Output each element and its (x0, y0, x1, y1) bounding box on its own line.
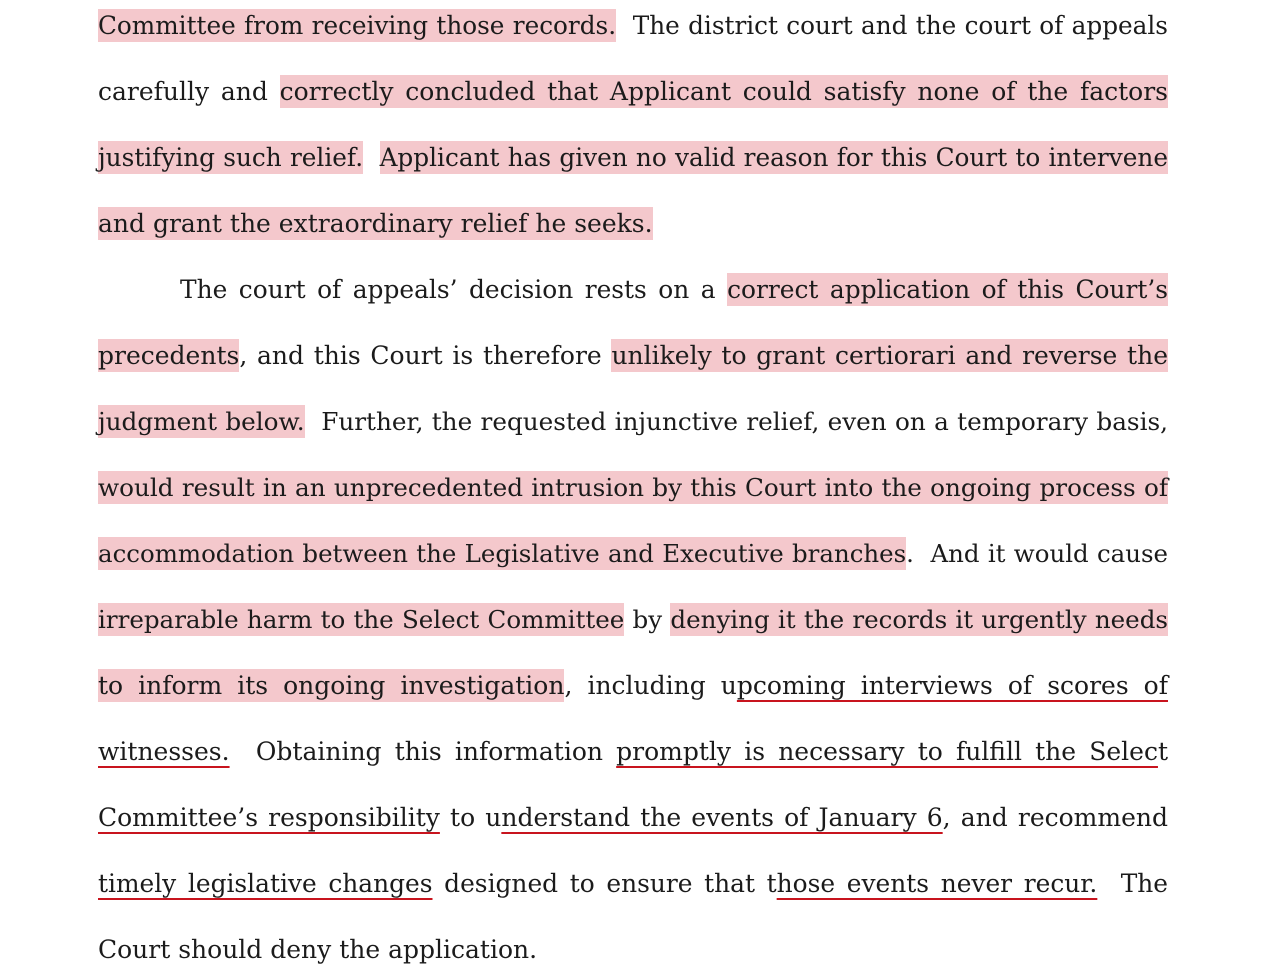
text-line-9 (98, 534, 1168, 574)
text-line-12 (98, 732, 1168, 772)
plain-text: , and recommend (942, 803, 1168, 832)
text-line-15 (98, 930, 1168, 970)
underlined-text: promptly is necessary to fulfill the Selec (616, 737, 1158, 766)
plain-text: Court should deny the application. (98, 935, 538, 964)
plain-text: The district court and the court of appeals (616, 11, 1168, 40)
highlighted-text: accommodation between the Legislative and Executive branches (98, 539, 907, 568)
underlined-text: witnesses. (98, 737, 230, 766)
text-line-14 (98, 864, 1168, 904)
plain-text (363, 143, 380, 172)
highlighted-text: denying it the records it urgently needs (670, 605, 1169, 634)
highlighted-text: and grant the extraordinary relief he seeks. (98, 209, 653, 238)
highlighted-text: judgment below. (98, 407, 305, 436)
highlighted-text: to inform its ongoing investigation (98, 671, 565, 700)
highlighted-text: irreparable harm to the Select Committee (98, 605, 625, 634)
highlighted-text: Applicant has given no valid reason for this Court to intervene (379, 143, 1168, 172)
highlighted-text: correctly concluded that Applicant could satisfy none of the factors (279, 77, 1168, 106)
plain-text: , including u (564, 671, 737, 700)
text-line-4 (98, 204, 1168, 244)
text-line-1 (98, 6, 1168, 46)
highlighted-text: correct application of this Court’s (727, 275, 1168, 304)
text-line-6 (98, 336, 1168, 376)
text-line-7 (98, 402, 1168, 442)
underlined-text: hose events never recur. (776, 869, 1098, 898)
text-line-13 (98, 798, 1168, 838)
highlighted-text: would result in an unprecedented intrusion by this Court into the ongoing process of (98, 473, 1168, 502)
plain-text: carefully and (98, 77, 280, 106)
plain-text: Obtaining this information (229, 737, 617, 766)
text-line-5 (98, 270, 1168, 310)
plain-text: t (1157, 737, 1168, 766)
highlighted-text: Committee from receiving those records. (98, 11, 617, 40)
plain-text: designed to ensure that t (432, 869, 777, 898)
highlighted-text: justifying such relief. (98, 143, 364, 172)
highlighted-text: precedents (98, 341, 240, 370)
highlighted-text: unlikely to grant certiorari and reverse the (611, 341, 1168, 370)
plain-text: . And it would cause (906, 539, 1168, 568)
text-line-3 (98, 138, 1168, 178)
underlined-text: pcoming interviews of scores of (736, 671, 1168, 700)
plain-text: to u (439, 803, 502, 832)
plain-text: The court of appeals’ decision rests on a (180, 275, 728, 304)
underlined-text: Committee’s responsibility (98, 803, 440, 832)
underlined-text: nderstand the events of January 6 (501, 803, 943, 832)
plain-text: by (624, 605, 671, 634)
plain-text: Further, the requested injunctive relief, even on a temporary basis, (304, 407, 1168, 436)
plain-text: , and this Court is therefore (239, 341, 612, 370)
plain-text: The (1097, 869, 1168, 898)
text-line-2 (98, 72, 1168, 112)
text-line-11 (98, 666, 1168, 706)
text-line-8 (98, 468, 1168, 508)
underlined-text: timely legislative changes (98, 869, 433, 898)
text-line-10 (98, 600, 1168, 640)
